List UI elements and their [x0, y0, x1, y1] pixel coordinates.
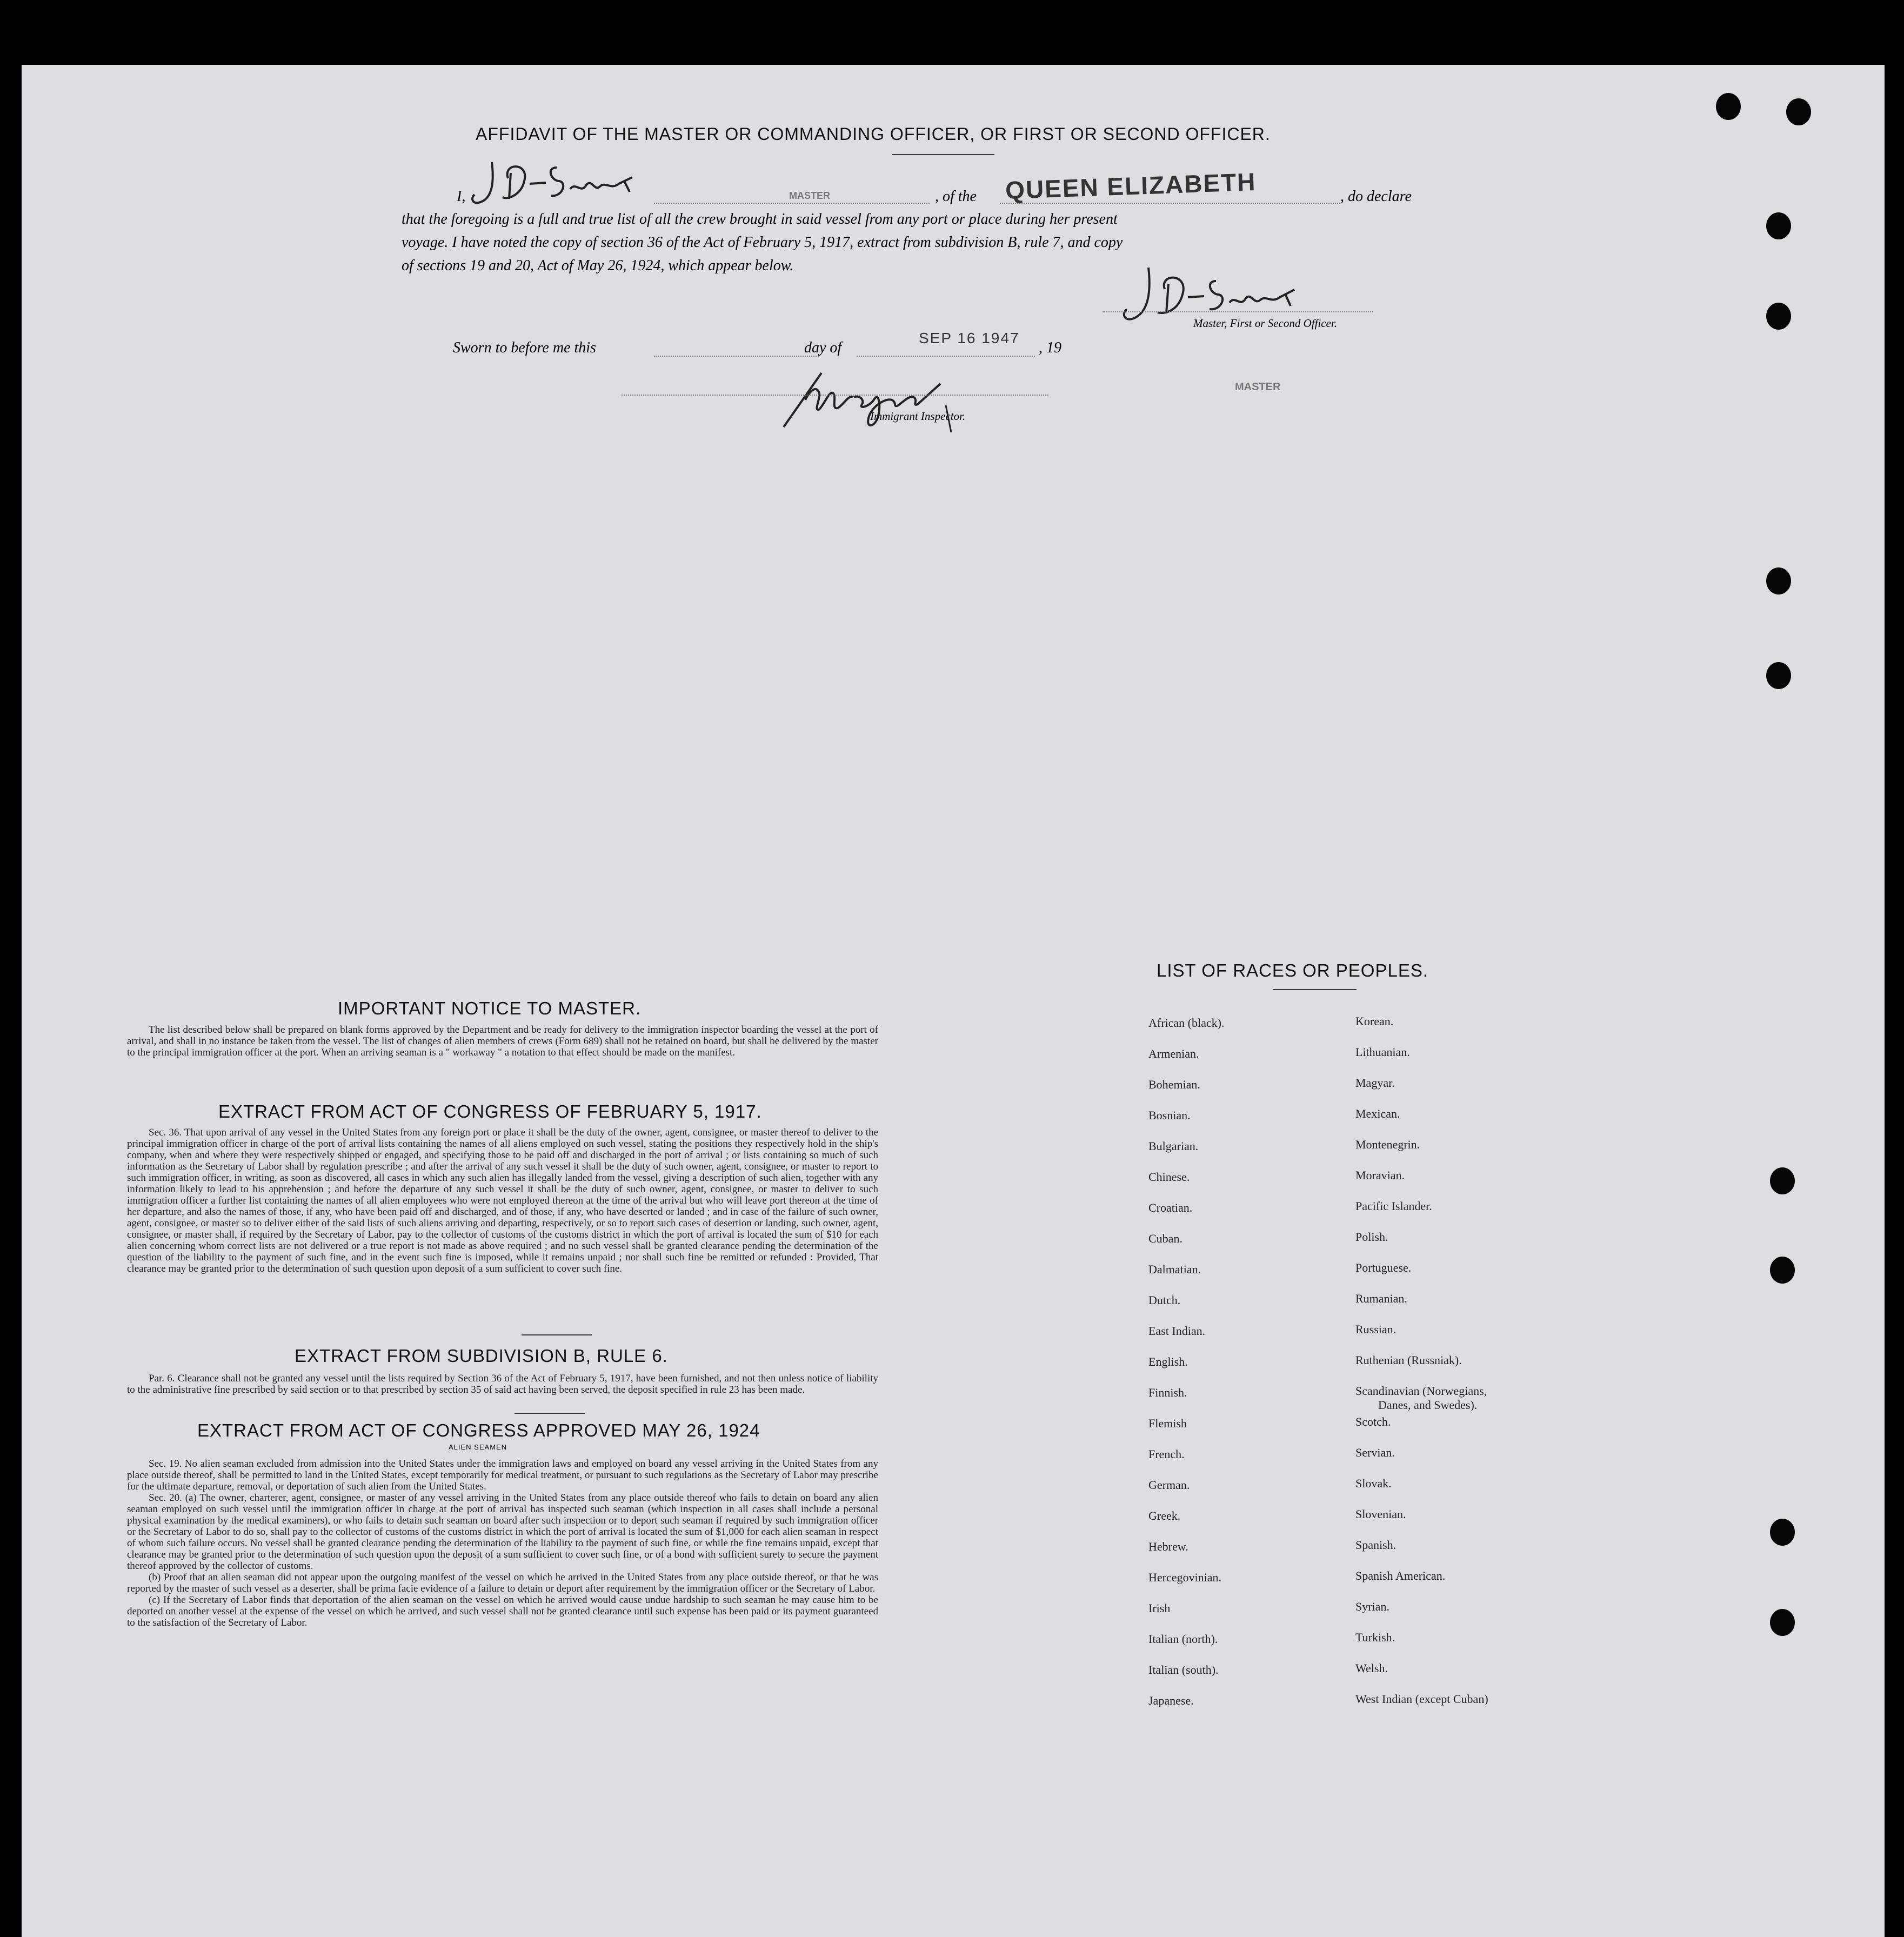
- extract-1917-title: EXTRACT FROM ACT OF CONGRESS OF FEBRUARY 5, 1917.: [218, 1101, 762, 1121]
- race-item: Portuguese.: [1355, 1261, 1412, 1274]
- sec20b-paragraph: (b) Proof that an alien seaman did not appear upon the outgoing manifest of the vessel on which he arrived in the United States from any place outside thereof, or that he was reported by the master of such vessel as a deserter, shall be prima facie evidence of a failure to detain or deport after requirement by the immigration officer or the Secretary of Labor.: [127, 1572, 878, 1594]
- sworn-label: Sworn to before me this: [453, 339, 596, 356]
- race-item: West Indian (except Cuban): [1355, 1692, 1488, 1706]
- binder-hole: [1716, 93, 1741, 120]
- sec20a-paragraph: Sec. 20. (a) The owner, charterer, agent, consignee, or master of any vessel arriving in the United States from any place outside thereof who fails to detain on board any alien seaman employed on such vessel until the immigration officer in charge at the port of arrival has inspected such seaman (which inspection in all cases shall include a personal physical examination by the medical examiners), or who fails to detain such seaman on board after such inspection or to deport such seaman if required by such immigration officer or the Secretary of Labor to do so, shall pay to the collector of customs of the customs district in which the port of arrival is located the sum of $1,000 for each alien seaman in respect of whom such failure occurs. No vessel shall be granted clearance pending the determination of the liability to the payment of such fine, or while the fine remains unpaid, except that clearance may be granted prior to the determination of such question upon the deposit of a sum sufficient to cover such fine, or of a bond with sufficient surety to secure the payment thereof approved by the collector of customs.: [127, 1492, 878, 1572]
- race-item: Armenian.: [1148, 1047, 1199, 1060]
- race-item: Servian.: [1355, 1446, 1395, 1459]
- officer-sign-line: [1103, 311, 1373, 312]
- race-item: Montenegrin.: [1355, 1138, 1420, 1151]
- sec36-paragraph: Sec. 36. That upon arrival of any vessel in the United States from any foreign port or place it shall be the duty of the owner, agent, consignee, or master thereof to deliver to the principal immigration officer in charge of the port of arrival lists containing the names of all aliens employed on such vessel, stating the positions they respectively hold in the ship's company, when and where they were respectively shipped or engaged, and specifying those to be paid off and discharged in the port of arrival ; or lists containing so much of such information as the Secretary of Labor shall by regulation prescribe ; and after the arrival of any such vessel it shall be the duty of such owner, agent, consignee, or master to report to such immigration officer, in writing, as soon as discovered, all cases in which any such alien has illegally landed from the vessel, giving a description of such alien, together with any information likely to lead to his apprehension ; and before the departure of any such vessel it shall be the duty of such owner, agent, consignee, or master to deliver to such immigration officer a further list containing the names of all alien employees who were not employed thereon at the time of the arrival but who will leave port thereon at the time of her departure, and also the names of those, if any, who have been paid off and discharged, and of those, if any, who have deserted or landed ; and in case of the failure of such owner, agent, consignee, or master so to deliver either of the said lists of such aliens arriving and departing, respectively, or so to report such cases of desertion or landing, such owner, agent, consignee, or master shall, if required by the Secretary of Labor, pay to the collector of customs of the customs district in which the port of arrival is located the sum of $10 for each alien concerning whom correct lists are not delivered or a true report is not made as above required ; and no such vessel shall be granted clearance pending the determination of the question of the liability to the payment of such fine, and in the event such fine is imposed, while it remains unpaid ; nor shall such fine be remitted or refunded : Provided, That clearance may be granted prior to the determination of such question upon deposit of a sum sufficient to cover such fine.: [127, 1127, 878, 1274]
- vessel-fill-line: [1000, 203, 1340, 204]
- race-item: Japanese.: [1148, 1694, 1194, 1707]
- race-item: Moravian.: [1355, 1168, 1405, 1182]
- master-stamp-2: MASTER: [1235, 381, 1281, 393]
- race-item: African (black).: [1148, 1016, 1225, 1030]
- extract-1924-text: [127, 1458, 878, 1628]
- race-item: Spanish American.: [1355, 1569, 1446, 1582]
- binder-hole: [1766, 567, 1791, 595]
- race-item: French.: [1148, 1447, 1185, 1461]
- race-item: Italian (north).: [1148, 1632, 1218, 1646]
- race-item: Irish: [1148, 1601, 1171, 1615]
- binder-hole: [1766, 212, 1791, 239]
- race-item: Rumanian.: [1355, 1292, 1407, 1305]
- race-item: Syrian.: [1355, 1600, 1389, 1613]
- race-item: Dutch.: [1148, 1293, 1181, 1307]
- race-item: Bohemian.: [1148, 1078, 1200, 1091]
- binder-hole: [1770, 1609, 1795, 1636]
- inspector-caption: Immigrant Inspector.: [870, 410, 966, 423]
- binder-hole: [1786, 98, 1811, 125]
- race-item: Finnish.: [1148, 1386, 1187, 1399]
- race-item: Flemish: [1148, 1417, 1187, 1430]
- extract-1924-subtitle: ALIEN SEAMEN: [449, 1443, 507, 1451]
- race-item: Magyar.: [1355, 1076, 1395, 1090]
- race-item: Bulgarian.: [1148, 1139, 1199, 1153]
- sec19-paragraph: Sec. 19. No alien seaman excluded from admission into the United States under the immigration laws and employed on board any vessel arriving in the United States from any place outside thereof, shall be permitted to land in the United States, except temporarily for medical treatment, or pursuant to such regulations as the Secretary of Labor may prescribe for the ultimate departure, removal, or deportation of such alien from the United States.: [127, 1458, 878, 1492]
- race-item: Scandinavian (Norwegians,: [1355, 1384, 1487, 1398]
- master-stamp: MASTER: [789, 190, 830, 201]
- race-item: Bosnian.: [1148, 1108, 1191, 1122]
- race-item: Russian.: [1355, 1322, 1397, 1336]
- divider-1: [522, 1334, 592, 1335]
- binder-hole: [1770, 1167, 1795, 1194]
- affidavit-title: AFFIDAVIT OF THE MASTER OR COMMANDING OFFICER, OR FIRST OR SECOND OFFICER.: [476, 124, 1271, 144]
- race-item: Korean.: [1355, 1014, 1394, 1028]
- binder-hole: [1770, 1257, 1795, 1284]
- race-item: Croatian.: [1148, 1201, 1193, 1214]
- date-stamp: SEP 16 1947: [919, 330, 1020, 346]
- do-declare-label: , do declare: [1340, 188, 1412, 205]
- inspector-sign-line: [622, 395, 1048, 396]
- race-item: Pacific Islander.: [1355, 1199, 1432, 1213]
- race-item: Hercegovinian.: [1148, 1571, 1221, 1584]
- race-item: Hebrew.: [1148, 1540, 1188, 1553]
- race-item: Ruthenian (Russniak).: [1355, 1353, 1462, 1367]
- extract-subdivision-title: EXTRACT FROM SUBDIVISION B, RULE 6.: [295, 1346, 668, 1366]
- day-of-label: day of: [804, 339, 842, 356]
- of-the-label: , of the: [935, 188, 977, 205]
- races-title: LIST OF RACES OR PEOPLES.: [1157, 960, 1429, 980]
- race-item: Scotch.: [1355, 1415, 1391, 1428]
- race-item: Polish.: [1355, 1230, 1388, 1244]
- race-item: Lithuanian.: [1355, 1045, 1410, 1059]
- year-prefix: , 19: [1039, 339, 1061, 356]
- race-item: Slovenian.: [1355, 1507, 1406, 1521]
- affidavit-i-label: I,: [457, 188, 466, 205]
- binder-hole: [1766, 303, 1791, 330]
- name-fill-line: [654, 203, 930, 204]
- binder-hole: [1770, 1519, 1795, 1546]
- binder-hole: [1766, 662, 1791, 689]
- race-item: Greek.: [1148, 1509, 1181, 1522]
- notice-title: IMPORTANT NOTICE TO MASTER.: [338, 998, 642, 1018]
- notice-text: [127, 1024, 878, 1058]
- race-item: Italian (south).: [1148, 1663, 1219, 1676]
- vessel-name: QUEEN ELIZABETH: [1005, 167, 1257, 205]
- extract-subdivision-text: [127, 1373, 878, 1395]
- race-item: Spanish.: [1355, 1538, 1397, 1552]
- race-item: German.: [1148, 1478, 1190, 1492]
- affidavit-line-3: of sections 19 and 20, Act of May 26, 1924, which appear below.: [402, 257, 794, 274]
- race-item: Cuban.: [1148, 1232, 1183, 1245]
- race-item: Danes, and Swedes).: [1378, 1398, 1478, 1412]
- race-item: East Indian.: [1148, 1324, 1206, 1338]
- document-page: [22, 65, 1885, 1937]
- affidavit-line-1: that the foregoing is a full and true list of all the crew brought in said vessel from any port or place during her present: [402, 211, 1118, 228]
- extract-1917-text: [127, 1127, 878, 1274]
- race-item: Mexican.: [1355, 1107, 1400, 1120]
- title-underline: [892, 154, 994, 155]
- divider-2: [515, 1413, 585, 1414]
- race-item: Turkish.: [1355, 1631, 1395, 1644]
- races-underline: [1273, 989, 1357, 990]
- race-item: Welsh.: [1355, 1661, 1388, 1675]
- notice-paragraph: The list described below shall be prepared on blank forms approved by the Department and be ready for delivery to the immigration inspector boarding the vessel at the port of arrival, and shall in no instance be taken from the vessel. The list of changes of alien members of crews (Form 689) shall not be retained on board, but shall be delivered by the master to the principal immigration officer at the port. When an arriving seaman is a " workaway " a notation to that effect should be made on the manifest.: [127, 1024, 878, 1058]
- affidavit-line-2: voyage. I have noted the copy of section 36 of the Act of February 5, 1917, extract from subdivision B, rule 7, and copy: [402, 234, 1123, 251]
- race-item: English.: [1148, 1355, 1188, 1368]
- par6-paragraph: Par. 6. Clearance shall not be granted any vessel until the lists required by Section 36 of the Act of February 5, 1917, have been furnished, and not then unless notice of liability to the administrative fine prescribed by said section or to that prescribed by section 35 of said act having been served, the deposit specified in rule 23 has been made.: [127, 1373, 878, 1395]
- race-item: Dalmatian.: [1148, 1263, 1201, 1276]
- sec20c-paragraph: (c) If the Secretary of Labor finds that deportation of the alien seaman on the vessel on which he arrived would cause undue hardship to such seaman he may cause him to be deported on another vessel at the expense of the vessel on which he arrived, and such vessel shall not be granted clearance until such expense has been paid or its payment guaranteed to the satisfaction of the Secretary of Labor.: [127, 1594, 878, 1628]
- extract-1924-title: EXTRACT FROM ACT OF CONGRESS APPROVED MAY 26, 1924: [197, 1420, 760, 1440]
- master-signature: [470, 151, 654, 211]
- officer-caption: Master, First or Second Officer.: [1193, 317, 1337, 330]
- race-item: Slovak.: [1355, 1477, 1392, 1490]
- race-item: Chinese.: [1148, 1170, 1190, 1184]
